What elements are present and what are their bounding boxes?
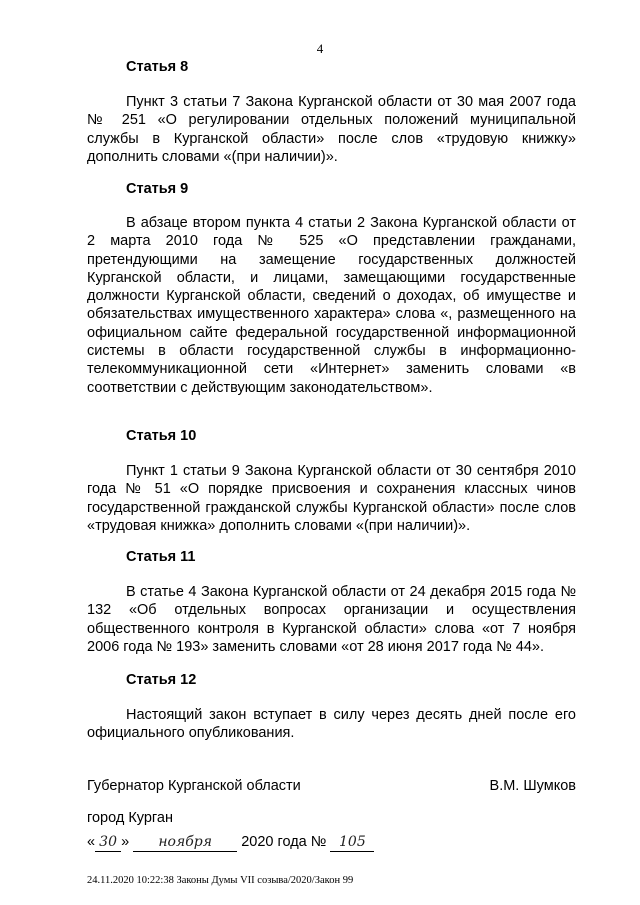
- article-10-text: Пункт 1 статьи 9 Закона Курганской области от 30 сентября 2010 года № 51 «О порядке присвоения и сохранения классных чинов государственной гражданской службы Курганской области» после слов «трудовая книжка» дополнить словами «(при наличии)».: [87, 463, 576, 534]
- date-close-quote: »: [121, 834, 130, 850]
- date-month: ноября: [133, 833, 237, 852]
- date-line: [87, 833, 374, 852]
- date-open-quote: «: [87, 834, 96, 850]
- governor-name: В.М. Шумков: [489, 778, 576, 794]
- city-line: город Курган: [87, 810, 173, 826]
- article-11-text: В статье 4 Закона Курганской области от 24 декабря 2015 года № 132 «Об отдельных вопросах организации и осуществления общественного контроля в Курганской области» слова «от 7 ноября 2006 года № 193» заменить словами «от 28 июня 2017 года № 44».: [87, 584, 576, 655]
- article-9-heading: Статья 9: [126, 181, 189, 197]
- page-number: 4: [316, 41, 324, 56]
- date-day: 30: [95, 833, 121, 852]
- article-9-text: В абзаце втором пункта 4 статьи 2 Закона Курганской области от 2 марта 2010 года № 525 «О представлении гражданами, претендующими на замещение государственных должностей Курганской области, и лицами, замещающими государственные должности Курганской области, сведений о доходах, об имуществе и обязательствах имущественного характера» слова «, размещенного на официальном сайте федеральной государственной информационной системы в области государственной службы в информационно-телекоммуникационной сети «Интернет» заменить словами «в соответствии с действующим законодательством».: [87, 215, 576, 396]
- article-12-heading: Статья 12: [126, 672, 197, 688]
- article-12-text: Настоящий закон вступает в силу через десять дней после его официального опубликования.: [87, 707, 576, 742]
- law-number: 105: [330, 833, 374, 852]
- date-year-text: 2020 года №: [241, 834, 327, 850]
- article-10-heading: Статья 10: [126, 428, 197, 444]
- article-8-heading: Статья 8: [126, 59, 189, 75]
- article-8-text: Пункт 3 статьи 7 Закона Курганской области от 30 мая 2007 года № 251 «О регулировании отдельных положений муниципальной службы в Курганской области» после слов «трудовую книжку» дополнить словами «(при наличии)».: [87, 94, 576, 165]
- article-11-heading: Статья 11: [126, 549, 196, 565]
- governor-position: Губернатор Курганской области: [87, 778, 301, 794]
- document-footer: 24.11.2020 10:22:38 Законы Думы VII созыва/2020/Закон 99: [87, 875, 354, 886]
